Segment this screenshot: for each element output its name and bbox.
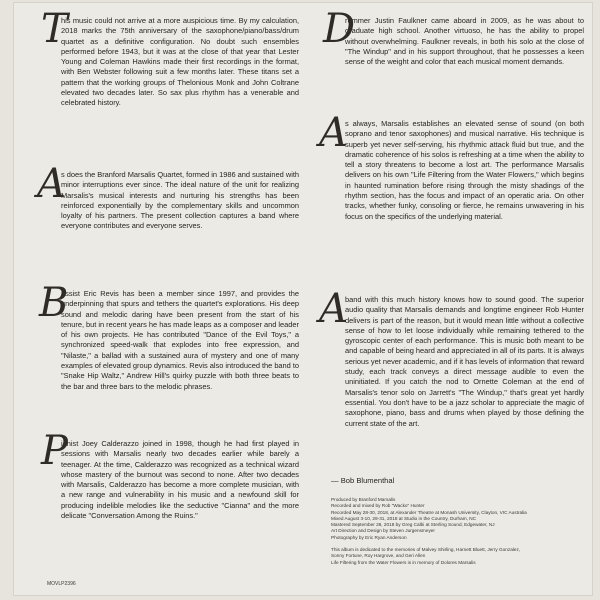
credit-line: Recorded May 28-30, 2018, at Alexander Theatre at Monash University, Clayton, VIC Australia [331,509,527,515]
dedication-line: Life Filtering from the Water Flowers is in memory of Dolores Marsalis [331,559,476,565]
paragraph-quartet [37,161,299,232]
credit-line: Art Direction and Design by Steven Jurgensmeyer [331,528,435,534]
paragraph-revis [39,280,299,392]
paragraph-text: band with this much history knows how to sound good. The superior audio quality that Marsalis demands and longtime engineer Rob Hunter delivers is part of the reason, but it would mean little without a collective sense of how to let loose individually while remaining tethered to the gyroscopic center of each performance. This is music both meant to be and capable of being heard and appreciated in all of its parts. It is always serious yet never academic, and if it has levels of information that reward study, each track conveys a direct message audible to even the uninitiated. If you catch the nod to Ornette Coleman at the end of Marsalis's tenor solo on Jarrett's "The Windup," that's great yet hardly essential. You don't have to be a jazz scholar to appreciate the magic of saxophone, piano, bass and drums when played by those defining the current state of the art. [345,295,584,428]
paragraph-text: rummer Justin Faulkner came aboard in 2009, as he was about to graduate high school. Another virtuoso, he has the ability to propel without overwhelming. Faulkner reveals, in both his solo at the close of "The Windup" and in his support throughout, that he possesses a keen sense of the weight and color that each musical moment demands. [345,16,584,67]
paragraph-anniversary [41,6,299,109]
dedication-line: This album is dedicated to the memories of Malvey Shirling, Harnett Bluett, Jerry Gonzalez, [331,547,521,553]
drop-cap: A [319,110,348,156]
credit-line: Photography by Eric Ryan Anderson [331,534,407,540]
paragraph-text: assist Eric Revis has been a member since 1997, and provides the underpinning that spurs and tethers the quartet's explorations. His deep sound and melodic daring have been present from the start of his tenure, but in recent years he has made leaps as a composer and leader of his own projects. He has contributed "Dance of the Evil Toys," a synchronized speed-walk that explodes into free expression, and "Nilaste," a ballad with a sustained aura of mystery and one of many examples of elevated group dynamics. Revis also introduced the band to "Snake Hip Waltz," Andrew Hill's quirky puzzle with both three beats to the bar and three bars to the melodic phrases. [61,289,299,391]
paragraph-marsalis [319,110,584,222]
credit-line: Produced by Branford Marsalis [331,497,396,502]
dedication-line: Sonny Fortune, Roy Hargrove, and Geri Allen [331,553,426,559]
catalog-number: MOVLP2396 [47,581,76,587]
drop-cap: A [37,161,66,207]
credit-line: Mixed August 3-10, 29-31, 2018 at Studio in the Country, Durham, NC [331,515,477,521]
album-credits [331,497,584,566]
drop-cap: D [323,6,356,52]
paragraph-text: his music could not arrive at a more auspicious time. By my calculation, 2018 marks the 75th anniversary of the saxophone/piano/bass/drum quartet as a definitive configuration. No doubt such ensembles performed before 1943, but it was at the close of that year that Lester Young and Coleman Hawkins made their first recordings in the format, with Ben Webster following suit a few months later. These titans set a pattern that the working groups of Thelonious Monk and John Coltrane elevated two decades later. So sax plus rhythm has a venerable and celebrated history. [61,16,299,108]
drop-cap: T [41,6,68,52]
drop-cap: P [41,428,68,474]
author-signature: — Bob Blumenthal [331,476,395,485]
credit-line: Mastered September 28, 2018 by Greg Calbi at Sterling Sound, Edgewater, NJ [331,522,495,528]
paragraph-faulkner [323,6,584,67]
paragraph-calderazzo [41,428,299,521]
paragraph-band-sound [319,286,584,429]
drop-cap: B [39,280,69,326]
drop-cap: A [319,286,348,332]
credit-line: Recorded and mixed by Rob "Wacko" Hunter [331,503,425,509]
paragraph-text: s does the Branford Marsalis Quartet, formed in 1986 and sustained with minor interruptions ever since. The ideal nature of the unit for realizing Marsalis's musical interests and nurturing his strengths has been reinforced exponentially by the complementary skills and uncommon loyalty of his partners. The present collection captures a band where everyone contributes and everyone serves. [61,170,299,231]
paragraph-text: ianist Joey Calderazzo joined in 1998, though he had first played in sessions with Marsalis nearly two decades earlier while barely a teenager. At the time, Calderazzo was recognized as a technical wizard whose mastery of the burnout was second to none. After two decades with Marsalis, Calderazzo has become a more complete musician, with a new range and vulnerability in his music and a newfound skill for producing indelible melodies like the seductive "Cianna" and the more delicate "Conversation Among the Ruins." [61,439,299,521]
paragraph-text: s always, Marsalis establishes an elevated sense of sound (on both soprano and tenor saxophones) and musical narrative. His technique is superb yet never self-serving, his rhythmic attack fluid but true, and the dramatic coherence of his solos is refreshing at a time when the ability to tell a story threatens to become a lost art. The performance Marsalis delivers on his own "Life Filtering from the Water Flowers," which begins in haunted rumination before rising through the misty shadings of the rhythm section, has the focus and impact of an operatic aria. On other tracks, whether funky, consoling or fierce, he remains unwavering in his focus on the specifics of the underlying material. [345,119,584,221]
liner-notes-sheet [14,3,592,595]
